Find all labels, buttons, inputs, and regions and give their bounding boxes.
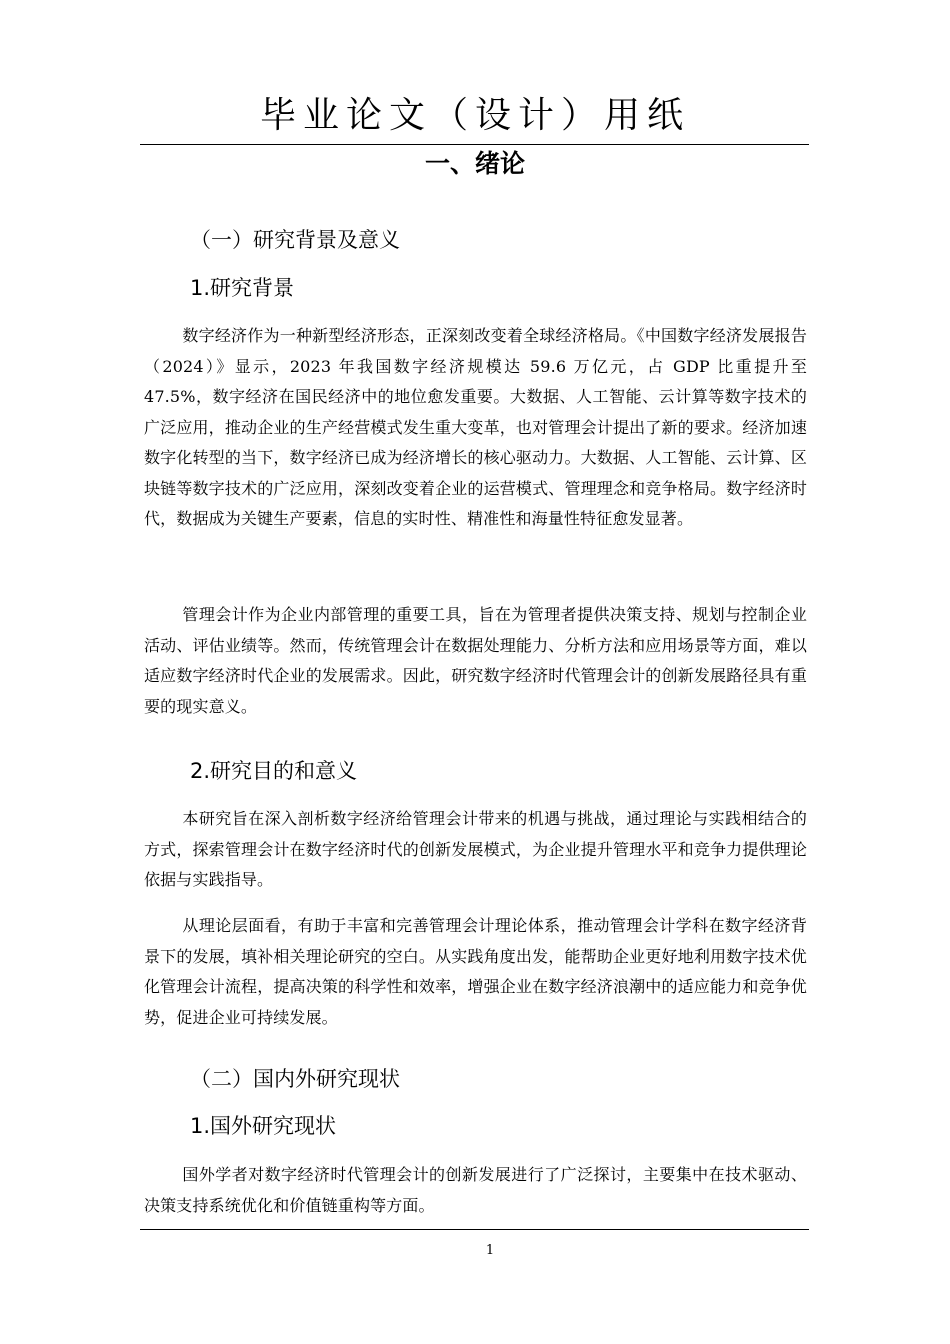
subsection-heading-purpose: 2.研究目的和意义 xyxy=(190,759,358,783)
page-number: 1 xyxy=(485,1243,495,1258)
section-heading-research-status: （二）国内外研究现状 xyxy=(190,1067,400,1091)
section-heading-background: （一）研究背景及意义 xyxy=(190,228,400,252)
subsection-heading-background: 1.研究背景 xyxy=(190,276,295,300)
page-header-title: 毕业论文（设计）用纸 xyxy=(259,95,690,136)
footer-rule xyxy=(140,1229,809,1230)
paragraph-purpose-1: 本研究旨在深入剖析数字经济给管理会计带来的机遇与挑战，通过理论与实践相结合的方式，探索管理会计在数字经济时代的创新发展模式，为企业提升管理水平和竞争力提供理论依据与实践指导。 xyxy=(144,809,807,889)
paragraph-background-1: 数字经济作为一种新型经济形态，正深刻改变着全球经济格局。《中国数字经济发展报告（2024）》显示，2023 年我国数字经济规模达 59.6 万亿元，占 GDP 比重提升至 47.5%，数字经济在国民经济中的地位愈发重要。大数据、人工智能、云计算等数字技术的广泛应用，推动企业的生产经营模式发生重大变革，也对管理会计提出了新的要求。经济加速数字化转型的当下，数字经济已成为经济增长的核心驱动力。大数据、人工智能、云计算、区块链等数字技术的广泛应用，深刻改变着企业的运营模式、管理理念和竞争格局。数字经济时代，数据成为关键生产要素，信息的实时性、精准性和海量性特征愈发显著。 xyxy=(144,326,807,528)
paragraph-purpose-2: 从理论层面看，有助于丰富和完善管理会计理论体系，推动管理会计学科在数字经济背景下的发展，填补相关理论研究的空白。从实践角度出发，能帮助企业更好地利用数字技术优化管理会计流程，提高决策的科学性和效率，增强企业在数字经济浪潮中的适应能力和竞争优势，促进企业可持续发展。 xyxy=(144,916,807,1027)
paragraph-foreign-research: 国外学者对数字经济时代管理会计的创新发展进行了广泛探讨，主要集中在技术驱动、决策支持系统优化和价值链重构等方面。 xyxy=(144,1165,807,1215)
paragraph-background-2: 管理会计作为企业内部管理的重要工具，旨在为管理者提供决策支持、规划与控制企业活动、评估业绩等。然而，传统管理会计在数据处理能力、分析方法和应用场景等方面，难以适应数字经济时代企业的发展需求。因此，研究数字经济时代管理会计的创新发展路径具有重要的现实意义。 xyxy=(144,605,807,716)
chapter-title: 一、绪论 xyxy=(424,149,525,178)
subsection-heading-foreign-research: 1.国外研究现状 xyxy=(190,1114,337,1138)
